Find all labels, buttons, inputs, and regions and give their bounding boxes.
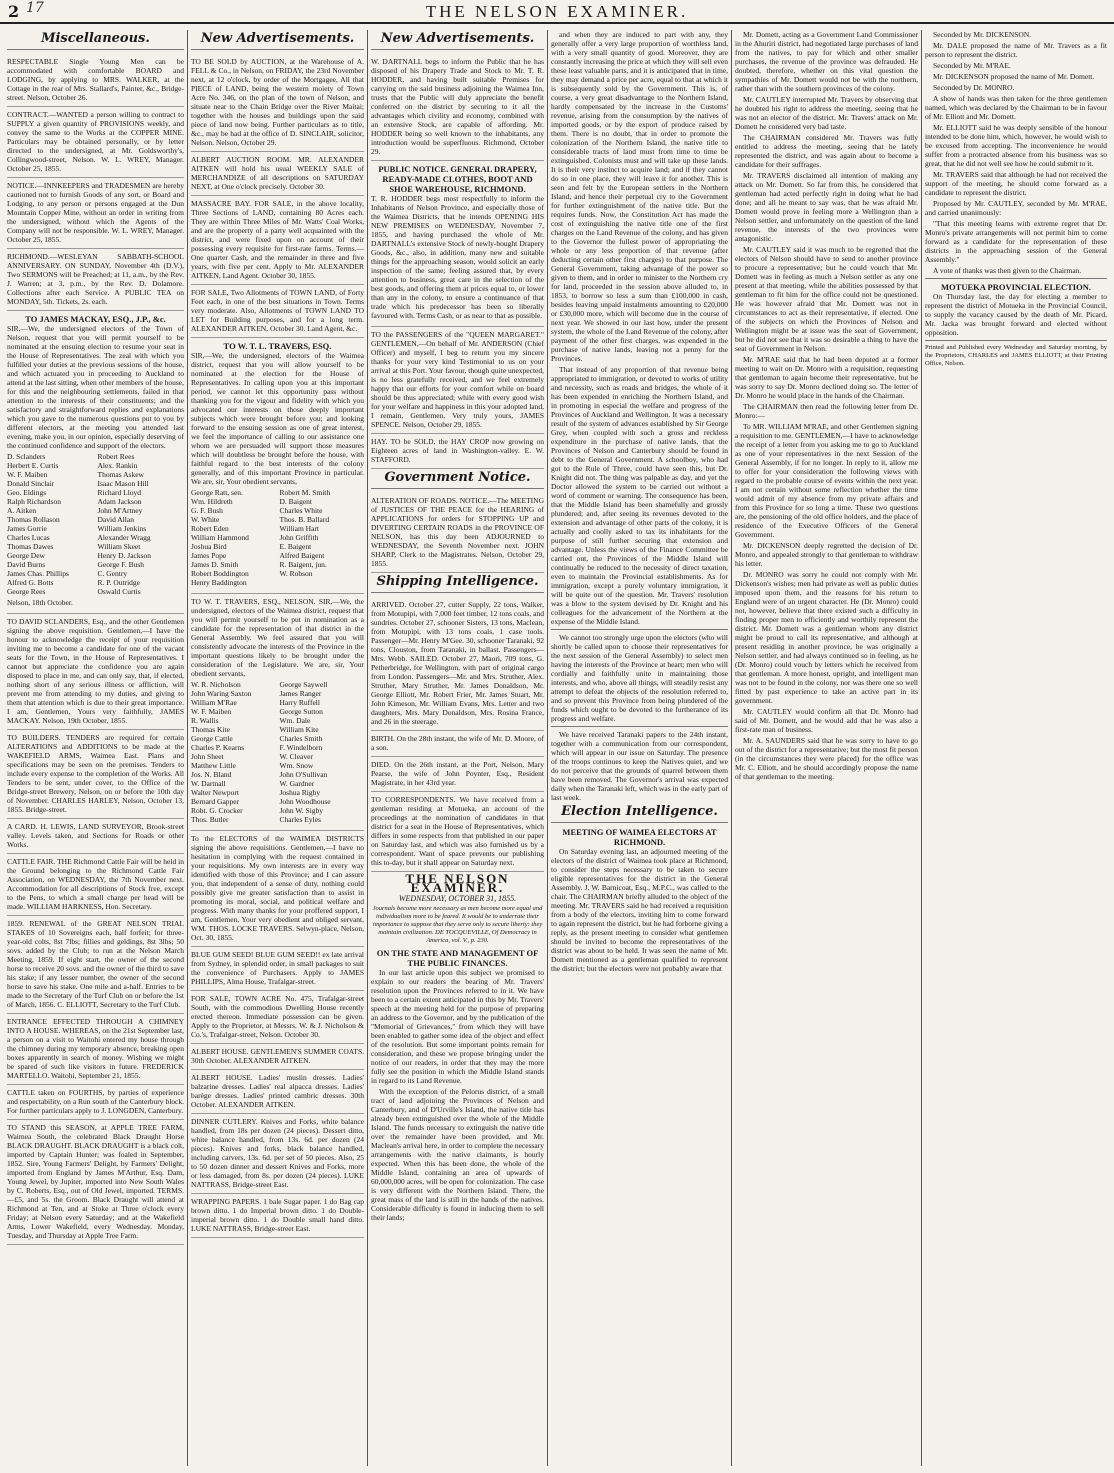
signatory: David Burns — [7, 560, 46, 569]
section-heading: Miscellaneous. — [7, 31, 184, 50]
advertisement: RESPECTABLE Single Young Men can be accommodated with comfortable BOARD and LODGING, by applying to MRS. WALKER, at the Cottage in the rear of Mrs. Stallard's, Painter, &c., Bridge-street. Nelson, October 26. — [7, 54, 184, 107]
requisition-travers — [191, 338, 364, 594]
business-card: A CARD. H. LEWIS, LAND SURVEYOR, Brook-street valley. Levels taken, and Sections for Roads or other Works. — [7, 819, 184, 854]
advertisement-text: T. R. HODDER begs most respectfully to inform the Inhabitants of Nelson Province, and especially those of the Waimea Districts, that he intends OPENING HIS NEW PREMISES on WEDNESDAY, November 7, 1855, and having purchased the whole of Mr. DARTNALL's extensive Stock of newly-bought Drapery Goods, &c., also, in addition, many new and suitable things for the approaching season, would solicit an early inspection of the same; feeling assured that, by every attention to business, great care in the selection of the best goods, and offering them at prices equal to, or lower than any in the colony, to ensure a continuance of that trade which his predecessor has been so liberally favoured with. Terms Cash, or as near to that as possible. — [371, 194, 544, 320]
signatory: Alfred G. Botts — [7, 578, 54, 587]
signatory: W. R. Nicholson — [191, 680, 241, 689]
signatory-list — [191, 680, 364, 824]
paragraph: To MR. WILLIAM M'RAE, and other Gentlemen signing a requisition to me. GENTLEMEN,—I have to acknowledge the receipt of a letter from you asking me to go to Auckland as one of your representatives in the next Session of the General Assembly, if for no longer. In reply to it, allow me to offer for your consideration the following views with regard to the probable course of events within the next year. I am not certain without some reflection whether the time would admit of my absence from my private affairs and from this Province for so long a time. These two questions are, the pensioning of the old office holders, and the place of residence of the Executive Officers of the General Government. — [735, 422, 918, 539]
paragraph: We have received Taranaki papers to the 24th instant, together with a communication from our correspondent, which will appear in our issue on Saturday. The presence of the troops continues to keep the Natives quiet, and we do not perceive that the grounds of quarrel between them have been removed. The Governor's arrival was expected daily when the Taranaki left, which was in the early part of last week. — [551, 730, 728, 802]
land-sale-notice: FOR SALE, TOWN ACRE No. 475, Trafalgar-street South, with the commodious Dwelling House recently erected thereon. Immediate possession can be given. Apply to the Proprietor, at Messrs. W. & J. Nicholson & Co.'s, Trafalgar-street, Nelson. October 30. — [191, 991, 364, 1044]
signatory: John Sheet — [191, 752, 224, 761]
advertisement: ALBERT HOUSE. GENTLEMEN'S SUMMER COATS. 30th October. ALEXANDER AITKEN. — [191, 1044, 364, 1070]
signatory: Wm. Hildreth — [191, 497, 233, 506]
signatory: William M'Rae — [191, 698, 237, 707]
signatory: John Woodhouse — [279, 797, 331, 806]
signatory: Herbert E. Curtis — [7, 461, 59, 470]
signatory: Charles Eyles — [279, 815, 321, 824]
paragraph: The CHAIRMAN then read the following letter from Dr. Monro:— — [735, 402, 918, 420]
paragraph: Mr. DICKENSON proposed the name of Mr. Domett. — [933, 72, 1095, 81]
signatory: W. F. Maiben — [7, 470, 48, 479]
tender-notice: TO BUILDERS. TENDERS are required for certain ALTERATIONS and ADDITIONS to be made at the WAKEFIELD ARMS, Waimea East. Plans and specifications may be seen on the premises. Tenders to include every expense to the completion of the Works. All Tenders to be sent, under cover, to the Office of the Bridge-street Brewery, Nelson, on or before the 10th day of November. CHARLES HARLEY, Nelson, October 13, 1855. Bridge-street. — [7, 730, 184, 819]
signatory-list — [7, 452, 184, 596]
election-report-end — [925, 30, 1107, 275]
cattle-fair-notice: CATTLE FAIR. THE Richmond Cattle Fair will be held in the Ground belonging to the Richmond Cattle Fair Association, on WEDNESDAY, the 7th November next. Accommodation for all descriptions of Stock free, except to the Pens, to which a small charge per head will be made. WILLIAM HARKNESS, Hon. Secretary. — [7, 854, 184, 916]
signatory: R. Wallis — [191, 716, 219, 725]
paragraph: Mr. TRAVERS disclaimed all intention of making any attack on Mr. Domett. So far from this, he considered that gentleman had acted perfectly right in doing what he had done; and all he meant to say was, that he was afraid Mr. Domett would prove in feeling more a Wellington than a Nelson settler, and unfortunately on the question of the land revenue, the interests of the two provinces were antagonistic. — [735, 171, 918, 243]
paragraph: Proposed by Mr. CAUTLEY, seconded by Mr. M'RAE, and carried unanimously: — [925, 199, 1107, 217]
signatory: William Hart — [279, 524, 319, 533]
paragraph: Dr. MONRO was sorry he could not comply with Mr. Dickenson's wishes; men had private as well as public duties imposed upon them, and the reasons for his return to England were of an urgent character. He (Dr. Monro) could not, however, believe that there existed such a difficulty in finding proper men to efficiently and worthily represent the district. Mr. Domett was a gentleman whom any district might be proud to call its representative, and although at present residing in another province, he was originally a Nelson settler, and had always continued so in feeling, as he (Dr. Monro) could vouch by letters which he received from that gentleman. A more honest, upright, and intelligent man was not to be found in the colony, nor was there one so well fitted by past experience to take an active part in its government. — [735, 570, 918, 705]
signatory: A. Aitken — [7, 506, 37, 515]
motto: Journals become more necessary as men become more equal and individualism more to be feared. It would be to underrate their importance to suppose that they serve only to secure liberty: they maintain civilization. DE TOCQUEVILLE, Of Democracy in America, vol. V., p. 230. — [372, 905, 543, 944]
signatory: D. Sclanders — [7, 452, 46, 461]
paragraph: "That this meeting learns with extreme regret that Dr. Monro's private arrangements will not permit him to come forward as a candidate for the representation of these districts in the approaching session of the General Assembly." — [925, 219, 1107, 264]
signatory: Bernard Gapper — [191, 797, 240, 806]
requisition-text: TO W. T. TRAVERS, ESQ., NELSON. SIR,—We, the undersigned, electors of the Waimea district, request that you will permit yourself to be put in nomination as a candidate for the representation of that district in the General Assembly. We feel assured that you will consistently advocate the interests of the Province in the important questions likely to be brought under the consideration of the Legislature. We are, sir, Your obedient servants, — [191, 597, 364, 678]
section-heading: New Advertisements. — [371, 31, 544, 50]
advertisement: HAY. TO be SOLD, the HAY CROP now growing on Eighteen acres of land in Washington-valley. E. W. STAFFORD. — [371, 434, 544, 469]
requisition-date: Nelson, 18th October. — [7, 598, 73, 607]
signatory: Matthew Little — [191, 761, 236, 770]
signatory: George Ratt, sen. — [191, 488, 243, 497]
signatory: John O'Sullivan — [279, 770, 328, 779]
paragraph: A show of hands was then taken for the three gentlemen named, which was declared by the Chairman to be in favour of Mr. Elliott and Mr. Domett. — [925, 94, 1107, 121]
paragraph: Mr. TRAVERS said that although he had not received the support of the meeting, he should come forward as a candidate to represent the district. — [925, 170, 1107, 197]
divider — [551, 629, 728, 630]
paragraph: Seconded by Dr. MONRO. — [933, 83, 1015, 92]
paragraph: Seconded by Mr. M'RAE. — [933, 61, 1011, 70]
signatory: Thos. Butler — [191, 815, 229, 824]
birth-notice: BIRTH. On the 28th instant, the wife of Mr. D. Moore, of a son. — [371, 731, 544, 757]
column-notices-editorial — [368, 30, 548, 1466]
paragraph: Mr. M'RAE said that he had been deputed at a former meeting to wait on Dr. Monro with a requisition, requesting that gentleman to again become their representative, but he was sorry to say Dr. Monro declined doing so. The letter of Dr. Monro he would place in the hands of the Chairman. — [735, 355, 918, 400]
signatory: Alfred Baigent — [279, 551, 325, 560]
signatory: James D. Smith — [191, 560, 239, 569]
paragraph: and when they are induced to part with any, they generally offer a very large proportion of worthless land, with a very small quantity of good. Moreover, they are constantly increasing the price at which they will sell even these least valuable parts, and it is anticipated that in time, they may demand a price per acre, equal to that at which it is subsequently sold by the Government. This is, of course, a very great disadvantage to the Northern Island, hardly compensated by the increase in the Customs' revenue, arising from the consumption by the natives of imported goods, or by the export of produce raised by them. There is no doubt, that in order to promote the colonization of the Northern Island, the native title to considerable tracts of land must from time to time be extinguished. Colonists must and will take up these lands. It is their very instinct to acquire land; and if they cannot do so in one place, they will leave it for another. This is seen and felt by the European settlers in the Northern Island, and hence their perpetual cry to the Government for further extinguishment of the native title. But the requires funds. Now, the Constitution Act has made the cost of extinguishing the native title one of the first charges on the Land Revenue of the colony, and has given to the Governor the fullest power of appropriating the whole or any less proportion of that revenue (after deducting certain other first charges) to that purpose. The General Government, taking advantage of the power so given to them, and in order to minister to the Northern cry for land, proceeded in the session above alluded to, in 1853, to borrow so less a sum than £100,000 in cash, besides leaving unpaid instalments amounting to £20,000 or £30,000 more, which will become due in the course of next year. We showed in our last how, under the present system, the whole of the Land Revenue of the colony, after payment of the other first charges, was expended in the purchase of native lands, leaving not a penny for the Provinces. — [551, 30, 728, 363]
signatory: James Ranger — [279, 689, 322, 698]
government-notice: ALTERATION OF ROADS. NOTICE.—The MEETING of JUSTICES OF THE PEACE for the HEARING of APPLICATIONS for orders for STOPPING UP and DIVERTING CERTAIN ROADS in the PROVINCE OF NELSON, has this day been ADJOURNED to WEDNESDAY, the Seventh November next. JOHN SHARP, Clerk to the Magistrates. Nelson, October 29, 1855. — [371, 493, 544, 573]
section-heading: New Advertisements. — [191, 31, 364, 50]
signatory: W. Robson — [279, 569, 313, 578]
candidate-reply: TO DAVID SCLANDERS, Esq., and the other Gentlemen signing the above requisition. Gentlemen,—I have the honour to acknowledge the receipt of your requisition inviting me to become a candidate for one of the vacant seats for the Town, in the House of Representatives. I cannot but appreciate the confidence you are again disposed to place in me, and can only say, that, if elected, nothing short of any serious illness or affliction, will prevent me from attending to my duties, and giving to them that attention which is due to their great importance. I am, Gentlemen, Yours very faithfully, JAMES MACKAY. Nelson, 19th October, 1855. — [7, 614, 184, 730]
editorial-article — [371, 968, 544, 1222]
auction-notice: TO BE SOLD by AUCTION, at the Warehouse of A. FELL & Co., in Nelson, on FRIDAY, the 23rd November next, at 12 o'clock, by order of the Mortgagee, All that PIECE of LAND, being the western moiety of Town Acre No. 346, on the plan of the town of Nelson, and situate near to the Chain Bridge over the River Maitai; together with the houses and buildings upon the said piece of land now being. Further particulars as to title, &c., may be had at the office of D. SINCLAIR, solicitor, Nelson. Nelson, October 29. — [191, 54, 364, 152]
signatory: John M'Artney — [97, 506, 143, 515]
signatory: Charles P. Kearns — [191, 743, 245, 752]
column-election-report — [732, 30, 922, 1466]
auction-notice: ALBERT AUCTION ROOM. MR. ALEXANDER AITKEN will hold his usual WEEKLY SALE of MERCHANDIZE of all descriptions on SATURDAY NEXT, at One o'clock precisely. October 30. — [191, 152, 364, 196]
advertisement: RICHMOND.—WESLEYAN SABBATH-SCHOOL ANNIVERSARY. ON SUNDAY, November 4th (D.V.), Two SERMONS will be Preached; at 11, a.m., by the Rev. J. Warren; at 3, p.m., by the Rev. D. Dolamore. Collections after each Service. A PUBLIC TEA on MONDAY, 5th. Tickets, 2s. each. — [7, 249, 184, 311]
signatory: Charles White — [279, 506, 323, 515]
signatory: Wm. Dale — [279, 716, 311, 725]
signatory: James Chas. Phillips — [7, 569, 69, 578]
signatory: Isaac Mason Hill — [97, 479, 149, 488]
advertisement-heading: PUBLIC NOTICE. GENERAL DRAPERY, READY-MADE CLOTHES, BOOT AND SHOE WAREHOUSE, RICHMOND. — [378, 164, 537, 194]
signatory: W. White — [191, 515, 220, 524]
issue-date: WEDNESDAY, OCTOBER 31, 1855. — [398, 894, 517, 903]
signatory: Henry D. Jackson — [97, 551, 152, 560]
signatory: Harry Ruffell — [279, 698, 320, 707]
signatory: William Hammond — [191, 533, 249, 542]
shipping-list: ARRIVED. October 27, cutter Supply, 22 tons, Walker, from Motupipi, with 7,000 feet timber, 12 tons coals, and sundries. October 27, schooner Sisters, 13 tons, Maclean, from Motupipi, with 13 tons coals, 1 case tools. Passenger—Mr. Henry M'Gee. 30, schooner Taranaki, 92 tons, Clouston, from Taranaki, in ballast. Passengers—Mrs. Webb. SAILED. October 27, Maori, 709 tons, G. Petherbridge, for Wellington, with part of original cargo from London. Passengers—Mr. and Mrs. Struther, Alex. Struther, Mary Struther, Mr. James Donaldson, Mr. George Elliott, Mr. Robert Frier, Mr. James Stuart, Mr. John Kimeson, Mr. William Evans, Mrs. Letter and two daughters, Mrs. Mary Donaldson, Mrs. Rosina France, and 26 in the steerage. — [371, 597, 544, 731]
divider — [925, 340, 1107, 341]
paragraph: Mr. DICKENSON deeply regretted the decision of Dr. Monro, and appealed strongly to that gentleman to withdraw his letter. — [735, 541, 918, 568]
section-heading: Election Intelligence. — [551, 804, 728, 823]
signatory: Robert Boddington — [191, 569, 249, 578]
signatory: Oswald Curtis — [97, 587, 141, 596]
signatory-list — [191, 488, 364, 587]
signatory: James Gorrie — [7, 524, 47, 533]
editorial-continuation — [551, 30, 728, 802]
signatory: R. P. Outridge — [97, 578, 141, 587]
column-new-advertisements — [188, 30, 368, 1466]
paragraph: Mr. CAUTLEY interrupted Mr. Travers by observing that he doubted his right to address the meeting, seeing that he was not an elector of the district. Mr. Travers' attack on Mr. Domett he considered very bad taste. — [735, 95, 918, 131]
paragraph: In our last article upon this subject we promised to explain to our readers the bearing of Mr. Travers' resolution upon the Provinces referred to in it. We have been to a certain extent anticipated in this by Mr. Travers' speech at the meeting held for the purpose of preparing an address to the Governor, and by the publication of the "Memorial of Grievances," from which they will have been enabled to gather some idea of the object and effect of the resolution. But some important points remain for consideration, and these we propose bringing under the notice of our readers, in order that they may the more fully see the position in which the Middle Island stands in regard to its Land Revenue. — [371, 968, 544, 1085]
signatory: Walter Newport — [191, 788, 239, 797]
requisition-travers-waimea — [191, 594, 364, 831]
signatory: Wm. Snow — [279, 761, 314, 770]
requisition-mackay — [7, 311, 184, 614]
paragraph: Mr. A. SAUNDERS said that he was sorry to have to go out of the district for a representative; but the most fit person (in the circumstances they were placed) for the office was Mr. C. Elliott, and he should accordingly propose the name of that gentleman to the meeting. — [735, 736, 918, 781]
paragraph: With the exception of the Pelorus district, of a small tract of land adjoining the Provinces of Nelson and Canterbury, and of D'Urville's Island, the native title has already been extinguished over the whole of the Middle Island. The funds necessary to extinguish the native title over the remainder have been provided, and Mr. Maclean's arrival here, in order to complete the necessary arrangements with the native claimants, is hourly expected. When this has been done, the whole of the Middle Island, containing an area of upwards of 60,000,000 acres, will be open for colonization. The case is very different with the Northern Island. There, the great mass of the land is still in the hands of the natives. Considerable difficulty is found in inducing them to sell their lands; — [371, 1087, 544, 1222]
advertisement: NOTICE.—INNKEEPERS and TRADESMEN are hereby cautioned not to furnish Goods of any sort, or Board and Lodging, to any person or persons engaged at the Dun Mountain Copper Mine, without an order in writing from the undersigned, without which the Agents of the Company will not be responsible. W. L. WREY, Manager. October 25, 1855. — [7, 178, 184, 249]
advertisement: DINNER CUTLERY. Knives and Forks, white balance handled, from 18s per dozen (24 pieces). Dessert ditto, white balance handled, from 13s. 6d. per dozen (24 pieces). Knives and forks, black balance handled, including carvers, 13s. 6d. per set of 50 pieces. Also, 25 to 50 dozen dinner and dessert Knives and Forks, more or less damaged, from 8s. per dozen (24 pieces). LUKE NATTRASS, Bridge-street East. — [191, 1114, 364, 1194]
signatory: George Cattle — [191, 734, 233, 743]
advertisement: CONTRACT.—WANTED a person willing to contract to SUPPLY a given quantity of PROVISIONS weekly, and convey the same to the Works at the COPPER MINE. Particulars may be obtained personally, or by letter directed to the undersigned, at Mr. Goldsworthy's, Collingwood-street, Nelson. W. L. WREY, Manager. October 25, 1855. — [7, 107, 184, 178]
requisition-heading: TO JAMES MACKAY, ESQ., J.P., &c. — [25, 314, 166, 324]
signatory: Jos. N. Bland — [191, 770, 232, 779]
signatory: Robert Eden — [191, 524, 229, 533]
signatory: David Allan — [97, 515, 134, 524]
signatory: Charles Lucas — [7, 533, 50, 542]
paragraph: Mr. DALE proposed the name of Mr. Travers as a fit person to represent the district. — [925, 41, 1107, 59]
signatory: John W. Sigby — [279, 806, 324, 815]
signatory: Robert M. Smith — [279, 488, 331, 497]
signatory: Alexander Wragg — [97, 533, 151, 542]
stud-notice: TO STAND this SEASON, at APPLE TREE FARM, Waimea South, the celebrated Black Draught Horse BLACK DRAUGHT. BLACK DRAUGHT is a black colt, imported by Captain Hunter; was foaled in September, 1852. Sire, Young Farmers' Delight, by Farmers' Delight, imported from England by James M'Arthur, Esq. Dam, Young Jewel, by Jupiter, imported into New South Wales by C. Roberts, Esq., out of Old Jewel, imported. TERMS.—£5, and 5s. the Groom. Black Draught will attend at Richmond at Ten, and at Stoke at Three o'clock every Friday; at Nelson every Saturday; and at the Wakefield Arms, Lower Wakefield, every Wednesday. Monday, Tuesday, and Thursday at Apple Tree Farm. — [7, 1120, 184, 1245]
correspondents-notice: TO CORRESPONDENTS. We have received from a gentleman residing at Motueka, an account of the proceedings at the nomination of candidates in that district for a seat in the House of Representatives, which differs in some respects from that published in our paper on Saturday last, and which was also furnished us by a correspondent. Want of space prevents our publishing this to-day, but it shall appear on Saturday next. — [371, 792, 544, 872]
signatory: Thomas Dawes — [7, 542, 54, 551]
signatory: Charles Smith — [279, 734, 323, 743]
requisition-text: SIR,—We, the undersigned electors of the Town of Nelson, request that you will permit yourself to be nominated at the ensuing election to resume your seat in the House of Representatives. The zeal with which you fulfilled your duties at the previous sessions of the house, and which actuated you in proceeding to Auckland to attend at the last sitting, when other members of the house, for this and the neighbouring settlements, failed in that attention to the interests of their constituents; and the satisfactory and straightforward replies and explanations which you gave to the numerous questions put to you by different electors, at the meeting you attended last evening, make you, in our opinion, especially deserving of the continued confidence and support of the electors. — [7, 324, 184, 450]
signatory: Thomas Askew — [97, 470, 144, 479]
signatory: Geo. Eldings — [7, 488, 47, 497]
signatory: George Dew — [7, 551, 45, 560]
signatory: G. F. Bush — [191, 506, 223, 515]
section-heading: Shipping Intelligence. — [371, 574, 544, 593]
notice: ENTRANCE EFFECTED THROUGH A CHIMNEY INTO A HOUSE. WHEREAS, on the 21st September last, a person on a visit to Waitohi entered my house through the chimney during my temporary absence, breaking open boxes apparently in search of money. Wishing we might be spared of such like visitors in future. FREDERICK MARTELLO. Waitohi, September 21, 1855. — [7, 1014, 184, 1085]
paragraph: A vote of thanks was then given to the Chairman. — [933, 266, 1082, 275]
signatory: William Kite — [279, 725, 319, 734]
signatory: W. Gardner — [279, 779, 315, 788]
signatory: John Griffith — [279, 533, 319, 542]
requisition-heading: TO W. T. L. TRAVERS, ESQ. — [223, 341, 332, 351]
column-election-final — [922, 30, 1110, 1466]
signatory: George Saywell — [279, 680, 328, 689]
newspaper-title: THE NELSON EXAMINER. — [425, 2, 689, 21]
death-notice: DIED. On the 26th instant, at the Port, Nelson, Mary Pearse, the wife of John Poynter, Esq., Resident Magistrate, in her 43rd year. — [371, 757, 544, 792]
election-report — [551, 847, 728, 973]
election-report-continued — [735, 30, 918, 781]
advertisement — [371, 161, 544, 327]
signatory: George F. Bush — [97, 560, 145, 569]
advertisement: CATTLE taken on FOURTHS, by parties of experience and respectability, on a Run south of the Canterbury block. For further particulars apply to J. LONGDEN, Canterbury. — [7, 1085, 184, 1120]
signatory: F. Windelborn — [279, 743, 323, 752]
signatory: C. Gentry — [97, 569, 128, 578]
signatory: W. Cleaver — [279, 752, 313, 761]
divider — [925, 278, 1107, 279]
candidate-reply: To the ELECTORS of the WAIMEA DISTRICTS signing the above requisitions. Gentlemen,—I have no hesitation in complying with the request contained in your requisitions. My own interests are in every way identified with those of this Province; and I can assure you, that independent of a sense of duty, nothing could possibly give me greater satisfaction than to assist in promoting its moral, social, and political welfare and progress. With many thanks for your proffered support, I am, Gentlemen, Your very obedient and obliged servant, WM. THOS. LOCKE TRAVERS. Selwyn-place, Nelson, Oct. 30, 1855. — [191, 831, 364, 947]
handwritten-annotation: 17 — [26, 0, 44, 16]
signatory: Thos. B. Ballard — [279, 515, 330, 524]
requisition-text: SIR,—We, the undersigned, electors of the Waimea district, request that you will allow yourself to be nominated at the election for the House of Representatives. In calling upon you at this important period, we cannot let this opportunity pass without thanking you for the vigour and fidelity with which you advocated our interests on those deeply important subjects which were brought before you; and looking forward to the ensuing session as one of great interest, we feel the importance of calling to our assistance one whom we are persuaded will support those measures which will doubtless be brought before the house, with faithful regard to the best interests of the colony generally, and of this important Province in particular. We are, sir, Your obedient servants, — [191, 351, 364, 486]
editorial-title: ON THE STATE AND MANAGEMENT OF THE PUBLIC FINANCES. — [376, 948, 539, 968]
signatory: Thomas Rollason — [7, 515, 60, 524]
advertisement: WRAPPING PAPERS. 1 bale Sugar paper. 1 do Bag cap brown ditto. 1 do Imperial brown ditto. 1 do Double-imperial brown ditto. 1 do Double small hand ditto. LUKE NATTRASS, Bridge-street East. — [191, 1194, 364, 1238]
signatory: W. Dartnall — [191, 779, 226, 788]
page-number: 2 — [8, 2, 20, 21]
signatory: John Waring Saxton — [191, 689, 252, 698]
signatory: James Pope — [191, 551, 227, 560]
paragraph: We cannot too strongly urge upon the electors (who will shortly be called upon to choose their representatives for the next session of the General Assembly) to select men having the interests of the Province at heart; men who will cordially and faithfully unite in maintaining those interests, and who, above all things, will steadily resist any attempt to defeat the objects of the resolution referred to, and so prevent this Province from being plundered of the funds which ought to be devoted to the furtherance of its progress and welfare. — [551, 633, 728, 723]
editorial-masthead: THE NELSON EXAMINER. — [405, 871, 510, 895]
signatory: E. Baigent — [279, 542, 312, 551]
signatory: George Sutton — [279, 707, 323, 716]
masthead — [0, 0, 1114, 24]
report-heading: MEETING OF WAIMEA ELECTORS AT RICHMOND. — [562, 827, 717, 847]
signatory: Ralph Richardson — [7, 497, 61, 506]
paragraph: Mr. ELLIOTT said he was deeply sensible of the honour intended to be done him, which, however, he would wish to be excused from accepting. The inconvenience he would suffer from a protracted absence from his business was so great, that he did not well see how he could submit to it. — [925, 123, 1107, 168]
signatory: Robt. G. Crocker — [191, 806, 243, 815]
signatory: D. Baigent — [279, 497, 312, 506]
report-heading: MOTUEKA PROVINCIAL ELECTION. — [941, 282, 1091, 292]
paragraph: The CHAIRMAN considered Mr. Travers was fully entitled to address the meeting, seeing that he lately represented the district, and was again about to become a candidate for their suffrages. — [735, 133, 918, 169]
paragraph: Mr. Domett, acting as a Government Land Commissioner in the Ahuriri district, had negotiated large purchases of land from the natives, to pay for which and other smaller purchases, the revenue of the province was defrauded. He doubted, therefore, whether on this vital question the sympathies of Mr. Domett would not be with the northern, rather than with the southern provinces of the colony. — [735, 30, 918, 93]
advertisement: W. DARTNALL begs to inform the Public that he has disposed of his Drapery Trade and Stock to Mr. T. R. HODDER, and having built suitable Premises for carrying on the said business adjoining the Waimea Inn, trusts that the Public will duly appreciate the benefit conferred on the district by securing to it all the advantages which civility and economy, combined with an extensive Stock, are capable of affording. Mr. HODDER being so well known to the inhabitants, any introduction would be superfluous. Richmond, October 29. — [371, 54, 544, 161]
column-editorial-continued — [548, 30, 732, 1466]
page-columns — [4, 30, 1110, 1466]
signatory: Robert Rees — [97, 452, 135, 461]
signatory: William Skeet — [97, 542, 141, 551]
signatory: Richard Lloyd — [97, 488, 142, 497]
paragraph: On Thursday last, the day for electing a member to represent the district of Motueka in the Provincial Council, to supply the vacancy caused by the death of Mr. Picard, Mr. Jacka was brought forward and elected without opposition. — [925, 292, 1107, 337]
paragraph: Mr. CAUTLEY would confirm all that Dr. Monro had said of Mr. Domett, and he would add that he was also a first-rate man of business. — [735, 707, 918, 734]
motueka-report — [925, 292, 1107, 337]
signatory: Thomas Kite — [191, 725, 230, 734]
paragraph: Mr. CAUTLEY said it was much to be regretted that the electors of Nelson should have to send to another province to procure a representative; but he could vouch that Mr. Domett was in feeling as much a Nelson settler as any one present at that meeting, while the abilities possessed by that gentleman to fit him for the office could not be questioned. He was however afraid that Mr. Domett was not in circumstances to act as their representative, if elected. One of the subjects on which the Provinces of Nelson and Wellington might be at issue was the seat of Government, but he did not see that it was so desirable a thing to have the seat of Government in Nelson. — [735, 245, 918, 353]
divider — [551, 726, 728, 727]
signatory: Henry Baddington — [191, 578, 247, 587]
paragraph: Seconded by Mr. DICKENSON. — [933, 30, 1032, 39]
signatory: Joshua Bird — [191, 542, 227, 551]
signatory: Adam Jackson — [97, 497, 142, 506]
signatory: R. Baigent, jun. — [279, 560, 327, 569]
advertisement: BLUE GUM SEED! BLUE GUM SEED!! ex late arrival from Sydney, in splendid order, in small packages to suit the convenience of Purchasers. Apply to JAMES PHILLIPS, Alma House, Trafalgar-street. — [191, 947, 364, 991]
race-notice: 1859. RENEWAL of the GREAT NELSON TRIAL STAKES of 10 Sovereigns each, half forfeit; for three-year-old colts, 8st 7lbs; fillies and geldings, 8st 3lbs; 50 sovs. added by the Club; to run at the Nelson March Meeting, 1859. If eight start, the owner of the second horse to receive 20 sovs. and the owner of the third to save his stake; if any lesser number, the owner of the second horse to save his stake. One mile and a-half. Entries to be made to the Secretary of the Turf Club on or before the 1st of March, 1856. C. ELLIOTT, Secretary to the Turf Club. — [7, 916, 184, 1014]
paragraph: On Saturday evening last, an adjourned meeting of the electors of the district of Waimea took place at Richmond, to consider the steps necessary to be taken to secure eligible representatives for the district in the General Assembly. J. W. Barnicoat, Esq., M.P.C., was called to the chair. The CHAIRMAN briefly alluded to the object of the meeting. Mr. TRAVERS said he had received a requisition from a body of the electors, inviting him to come forward to again represent the district, but he had forborne giving a reply, as the present meeting to consider what gentlemen should be invited to become the representatives of the district was about to be held. It was seen the name of Mr. Domett mentioned as a gentleman qualified to represent the district; but the electors were not probably aware that — [551, 847, 728, 973]
land-sale-notice: MASSACRE BAY. FOR SALE, in the above locality, Three Sections of LAND, containing 80 Acres each. They are within Three Miles of Mr. Watts' Coal Works, and are the property of a party well acquainted with the district, and were fixed upon on account of their possessing every requisite for first-rate farms. Terms.—One quarter Cash, and the remainder in three and five years, with five per cent. Apply to Mr. ALEXANDER AITKEN, Land Agent. October 30, 1855. — [191, 196, 364, 285]
column-miscellaneous — [4, 30, 188, 1466]
signatory: Donald Sinclair — [7, 479, 55, 488]
advertisement: ALBERT HOUSE. Ladies' muslin dresses. Ladies' balzarine dresses. Ladies' real alpacca dresses. Ladies' barège dresses. Ladies' printed cambric dresses. 30th October. ALEXANDER AITKEN. — [191, 1070, 364, 1114]
signatory: Joshua Rigby — [279, 788, 321, 797]
imprint: Printed and Published every Wednesday and Saturday morning, by the Proprietors, CHARLES and JAMES ELLIOTT, at their Printing Office, Nelson. — [925, 344, 1107, 367]
letter-of-thanks: TO the PASSENGERS of the "QUEEN MARGARET." GENTLEMEN,—On behalf of Mr. ANDERSON (Chief Officer) and myself, I beg to return you my sincere thanks for your very kind Testimonial to us on your arrival at this Port. Your favour, though quite unexpected, is no less gratefully received, and we feel extremely happy that our efforts for your comfort while on board should be thus appreciated; while with every good wish for your welfare and happiness in this your adopted land, I remain, Gentlemen, Very truly yours, JAMES SPENCE. Nelson, October 29, 1855. — [371, 327, 544, 434]
signatory: William Jenkins — [97, 524, 147, 533]
land-sale-notice: FOR SALE, Two Allotments of TOWN LAND, of Forty Feet each, in one of the best situations in Town. Terms very moderate. Also, Allotments of TOWN LAND TO LET for Building purposes, and for a long term. ALEXANDER AITKEN, October 30. Land Agent, &c. — [191, 285, 364, 338]
section-heading: Government Notice. — [371, 470, 544, 489]
signatory: W. F. Maiben — [191, 707, 232, 716]
signatory: George Rees — [7, 587, 46, 596]
paragraph: That instead of any proportion of that revenue being appropriated to immigration, or devoted to works of utility and necessity, such as roads and bridges, the whole of it has been expended in enriching the Northern Island, and in promoting in especial the welfare and progress of the Provinces of Auckland and Wellington. It was a necessary result of the system of advances established by Sir George Grey, when coupled with such a gross and reckless expenditure in the purchase of native lands, that the Provinces of Nelson and Canterbury should be found in debt to the General Government. A schoolboy, who had got to the Rule of Three, could have seen this, but Dr. Knight did not. The thing was palpable as day, and yet the Doctor allowed the system to be carried out without a word of comment or warning. The consequence has been, that the Middle Island has been shamefully and grossly plundered; and, after seeing its revenues devoted to the extension and advantage of other parts of the colony, it is actually and coolly asked to tax its inhabitants for the purpose of still further securing that extension and advantage. Unless the views of the Finance Committee be carried out, the Provinces of the Middle Island will continually be reduced to the necessity of direct taxation, even to maintain the Provincial establishments. As for immigration, except a purely voluntary immigration, it will be quite out of the question. Mr. Travers' resolution was a blow to the system devised by Dr. Knight and his colleagues for the advancement of the Northern at the expense of the Middle Island. — [551, 365, 728, 626]
signatory: Alex. Rankin — [97, 461, 138, 470]
